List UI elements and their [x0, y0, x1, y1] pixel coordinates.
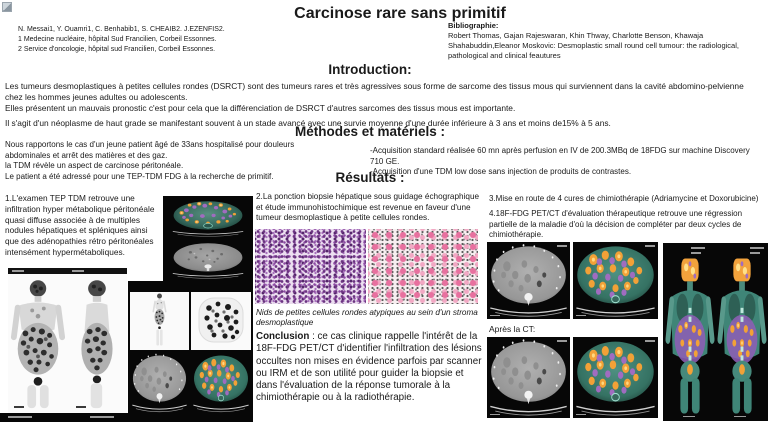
- mip-pet-panel: [8, 268, 127, 414]
- fused-axial-after-panel: [573, 337, 658, 418]
- results-heading: Résultats :: [335, 170, 405, 185]
- pet-axial-bw-image: [191, 292, 251, 350]
- acquisition-line-1: -Acquisition standard réalisée 60 mn après perfusion en IV de 200.3MBq de 18FDG sur machine Discovery 710 GE.: [370, 146, 750, 166]
- conclusion-block: [256, 331, 482, 405]
- coronal-fused-left-image: [665, 255, 715, 417]
- acquisition-line-2: -Acquisition d'une TDM low dose sans injection de produits de contrastes.: [370, 167, 632, 176]
- ct-axial-grid-image: [130, 352, 189, 414]
- fused-axial-before-panel: [573, 242, 658, 319]
- pet-ct-axial-panel: [163, 196, 253, 282]
- pet-ct-fused-axial-image: [168, 198, 248, 238]
- mip-pet-frontal-image: [9, 276, 67, 410]
- after-ct-label: Après la CT:: [489, 324, 536, 334]
- mip-pet-lateral-image: [72, 276, 124, 410]
- ct-axial-before-image: [487, 242, 570, 319]
- result-item-1: 1.L'examen TEP TDM retrouve une infiltration hyper métabolique péritonéale quasi diffuse associée à de multiples nodules hépatiques et spléniques ainsi que des adénopathies rétro péritonéales intensément hypermétaboliques.: [5, 193, 155, 257]
- author-line: N. Messai1, Y. Ouamri1, C. Benhabib1, S. CHEAIB2. J.EZENFIS2.: [18, 26, 225, 33]
- document-icon: [2, 2, 12, 12]
- result-item-3: 3.Mise en route de 4 cures de chimiothérapie (Adriamycine et Doxorubicine): [489, 194, 759, 203]
- methods-heading: Méthodes et matériels :: [294, 124, 446, 139]
- fused-axial-grid-image: [191, 352, 251, 414]
- pet-axial-thumb: [191, 292, 251, 350]
- conclusion-text: : ce cas clinique rappelle l'intérêt de la 18F-FDG PET/CT d'identifier l'infiltration des lésions occultes non mises en évidence parfois par scanner ou IRM et de son utilité pour guider la biopsie et dans l'évaluation de la réponse tumorale à la chimiothérapie ou à la radiothérapie.: [256, 331, 482, 404]
- result-item-2: 2.La ponction biopsie hépatique sous guidage échographique et étude immunohistochimique est revenue en faveur d'une tumeur desmoplastique à petite cellules rondes.: [256, 192, 480, 222]
- conclusion-label: Conclusion: [256, 331, 310, 342]
- bibliography-label: Bibliographie:: [448, 21, 499, 30]
- bibliography-text: Robert Thomas, Gajan Rajeswaran, Khin Thway, Charlotte Benson, Khawaja Shahabuddin,Eleanor Moskovic: Desmoplastic small round cell tumour: the radiological, pathological and clinical feautures: [448, 31, 739, 60]
- coronal-fused-panel: [663, 243, 768, 421]
- affiliation-line-1: 1 Medecine nucléaire, hôpital Sud Francilien, Corbeil Essonnes.: [18, 36, 217, 43]
- mip-pet-coronal-thumb: [130, 292, 189, 350]
- ct-axial-after-panel: [487, 337, 570, 418]
- ct-axial-before-panel: [487, 242, 570, 319]
- methods-case-line-1: Nous rapportons le cas d'un jeune patient âgé de 33ans hospitalisé pour douleurs abdominales et arrêt des matières et des gaz.: [5, 140, 295, 160]
- coronal-fused-right-image: [717, 255, 767, 417]
- introduction-paragraph-2: Elles présentent un mauvais pronostic c'est pour cela que la différenciation de DSRCT d'autres sarcomes des tissus mous est importante.: [5, 103, 516, 113]
- ct-axial-image: [168, 240, 248, 280]
- authors-block: [18, 25, 225, 55]
- result-item-4: 4.18F-FDG PET/CT d'évaluation thérapeutique retrouve une régression partielle de la maladie d'où la décision de compléter par deux cycles de chimiothérapie.: [489, 209, 743, 239]
- affiliation-line-2: 2 Service d'oncologie, hôpital sud Francilien, Corbeil Essonnes.: [18, 46, 216, 53]
- fused-axial-after-image: [573, 337, 658, 418]
- introduction-paragraph-3: Il s'agit d'un néoplasme de haut grade se manifestant souvent à un stade avancé avec une survie moyenne d'une durée inférieure à 3 ans et moins de15% à 5 ans.: [5, 117, 611, 128]
- pet-ct-grid-panel: [128, 281, 253, 422]
- bibliography-block: [448, 21, 760, 61]
- methods-case-line-2: la TDM révèle un aspect de carcinose péritonéale.: [5, 161, 184, 170]
- ct-axial-after-image: [487, 337, 570, 418]
- histology-pink-image: [368, 229, 478, 304]
- mip-header-bar: [8, 268, 127, 274]
- introduction-paragraph-1: Les tumeurs desmoplastiques à petites cellules rondes (DSRCT) sont des tumeurs rares et très agressives sous forme de sarcome des tissus mous qui surviennent dans la cavité abdomino-pelvienne chez les hommes jeunes adultes ou adolescents.: [5, 81, 744, 102]
- methods-case-line-3: Le patient a été adressé pour une TEP-TDM FDG à la recherche de primitif.: [5, 171, 274, 181]
- introduction-block: [5, 81, 761, 128]
- mip-pet-coronal-image: [130, 292, 189, 350]
- introduction-heading: Introduction:: [328, 62, 412, 77]
- fused-axial-before-image: [573, 242, 658, 319]
- histology-purple-image: [255, 229, 366, 304]
- poster-title: Carcinose rare sans primitif: [294, 5, 506, 22]
- histology-caption: Nids de petites cellules rondes atypiques au sein d'un stroma desmoplastique: [256, 308, 478, 327]
